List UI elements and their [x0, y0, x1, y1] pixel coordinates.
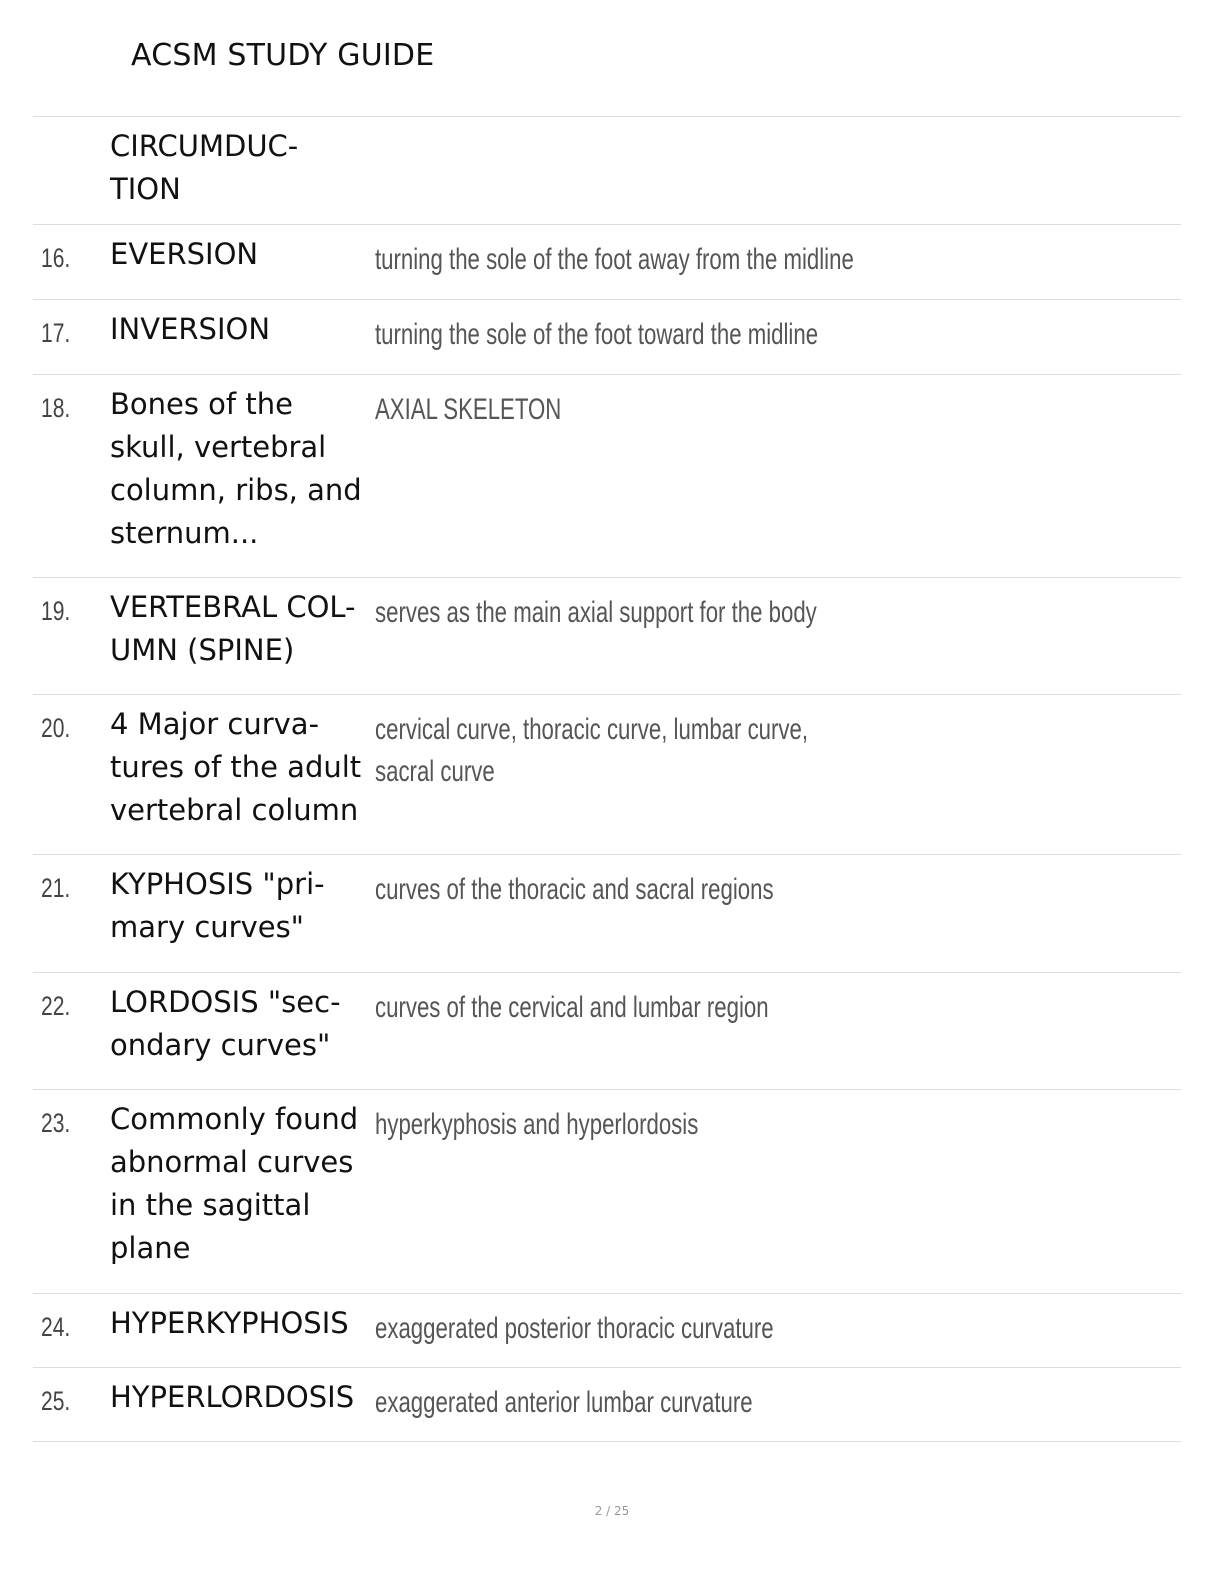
- item-definition: exaggerated posterior thoracic curvature: [375, 1312, 774, 1345]
- item-definition: cervical curve, thoracic curve, lumbar curve, sacral curve: [375, 713, 809, 788]
- list-item: [33, 973, 1181, 1090]
- list-item: [33, 375, 1181, 578]
- item-number: 25.: [41, 1386, 71, 1416]
- item-term: CIRCUMDUC- TION: [110, 129, 299, 206]
- term-list: [33, 116, 1181, 1442]
- list-item: [33, 695, 1181, 855]
- item-number: 16.: [41, 243, 71, 273]
- item-term: HYPERLORDOSIS: [110, 1380, 355, 1414]
- item-number: 24.: [41, 1312, 71, 1342]
- document-title: ACSM STUDY GUIDE: [131, 38, 435, 73]
- item-number: 17.: [41, 318, 71, 348]
- item-term: HYPERKYPHOSIS: [110, 1306, 349, 1340]
- item-term: EVERSION: [110, 237, 259, 271]
- list-item: [33, 1368, 1181, 1442]
- item-definition: turning the sole of the foot away from the midline: [375, 243, 854, 276]
- item-number: 19.: [41, 596, 71, 626]
- item-term: LORDOSIS "sec- ondary curves": [110, 985, 341, 1062]
- list-item: [33, 578, 1181, 695]
- item-term: 4 Major curva- tures of the adult vertebral column: [110, 707, 362, 827]
- item-term: VERTEBRAL COL- UMN (SPINE): [110, 590, 356, 667]
- item-number: 21.: [41, 873, 71, 903]
- list-item: [33, 1090, 1181, 1294]
- item-term: INVERSION: [110, 312, 271, 346]
- item-term: KYPHOSIS "pri- mary curves": [110, 867, 325, 944]
- item-definition: curves of the cervical and lumbar region: [375, 991, 769, 1024]
- item-number: 20.: [41, 713, 71, 743]
- list-item: [33, 855, 1181, 973]
- item-definition: serves as the main axial support for the body: [375, 596, 817, 629]
- item-definition: hyperkyphosis and hyperlordosis: [375, 1108, 699, 1141]
- list-item: [33, 117, 1181, 225]
- item-term: Bones of the skull, vertebral column, ribs, and sternum...: [110, 387, 362, 550]
- item-definition: exaggerated anterior lumbar curvature: [375, 1386, 753, 1419]
- page-indicator: 2 / 25: [594, 1504, 630, 1518]
- item-number: 22.: [41, 991, 71, 1021]
- item-number: 23.: [41, 1108, 71, 1138]
- item-definition: turning the sole of the foot toward the midline: [375, 318, 819, 351]
- list-item: [33, 225, 1181, 300]
- item-term: Commonly found abnormal curves in the sagittal plane: [110, 1102, 359, 1265]
- list-item: [33, 300, 1181, 375]
- item-definition: curves of the thoracic and sacral regions: [375, 873, 774, 906]
- list-item: [33, 1294, 1181, 1368]
- item-definition: AXIAL SKELETON: [375, 393, 562, 426]
- item-number: 18.: [41, 393, 71, 423]
